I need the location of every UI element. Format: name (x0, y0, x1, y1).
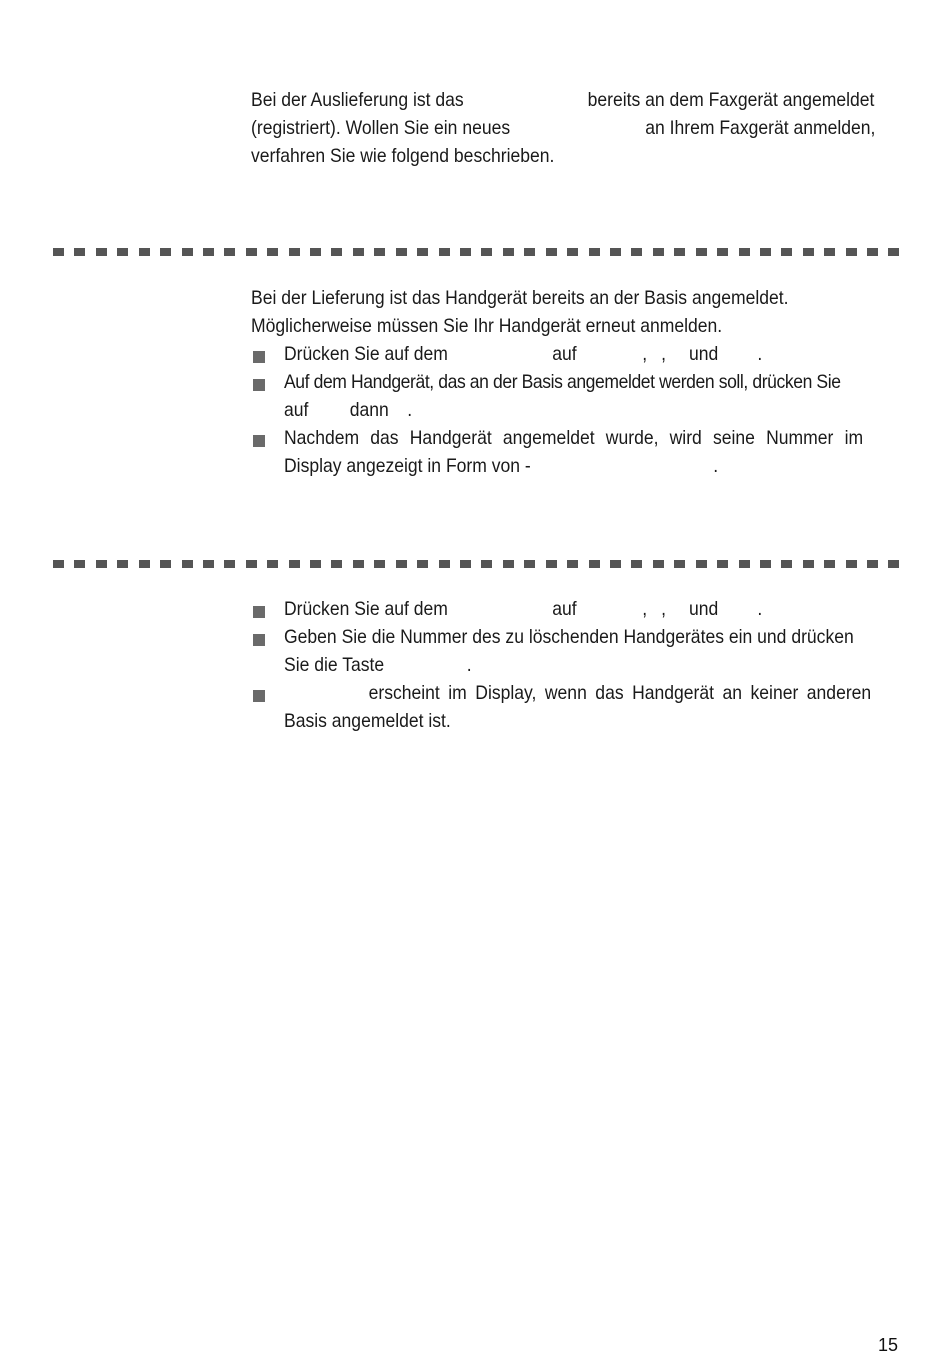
section1-paragraph (251, 284, 899, 340)
intro-line2-part-a: (registriert). Wollen Sie ein neues (251, 117, 511, 139)
bullet-text: und (689, 598, 719, 620)
section2-bullet-3 (284, 679, 932, 735)
bullet-icon (253, 634, 265, 646)
bullet-text: Display angezeigt in Form von - (284, 455, 531, 477)
section1-para-line-2 (251, 312, 899, 340)
intro-line2-part-b: an Ihrem Faxgerät anmelden, (645, 117, 876, 139)
section1-para-text-1: Bei der Lieferung ist das Handgerät bereits an der Basis angemeldet. (251, 287, 789, 309)
intro-line1-part-b: bereits an dem Faxgerät angemeldet (587, 89, 875, 111)
bullet-text: . (407, 399, 413, 421)
page-number: 15 (878, 1335, 899, 1355)
bullet-text: . (713, 455, 719, 477)
section-divider-2 (53, 560, 900, 568)
bullet-text: Sie die Taste (284, 654, 385, 676)
bullet-icon (253, 690, 265, 702)
bullet-text: , (642, 343, 648, 365)
bullet-text: . (466, 654, 472, 676)
bullet-icon (253, 435, 265, 447)
bullet-text: auf (284, 399, 309, 421)
bullet-text: auf (552, 598, 577, 620)
bullet-text: , (661, 598, 666, 620)
bullet-text: Nachdem das Handgerät angemeldet wurde, wird seine Nummer im (284, 427, 864, 449)
section1-para-line-1 (251, 284, 899, 312)
section1-para-text-2: Möglicherweise müssen Sie Ihr Handgerät erneut anmelden. (251, 315, 723, 337)
section1-bullet-1 (284, 340, 932, 368)
intro-paragraph (251, 86, 899, 170)
bullet-text: und (689, 343, 719, 365)
intro-line-1 (251, 86, 899, 114)
bullet-text: , (642, 598, 648, 620)
bullet-text: Geben Sie die Nummer des zu löschenden Handgerätes ein und drücken (284, 626, 854, 648)
bullet-text: . (757, 598, 763, 620)
bullet-text: Auf dem Handgerät, das an der Basis angemeldet werden soll, drücken Sie (284, 371, 841, 393)
bullet-icon (253, 606, 265, 618)
section1-bullet-3 (284, 424, 932, 480)
bullet-text: , (661, 343, 666, 365)
intro-line-2 (251, 114, 899, 142)
intro-line-3 (251, 142, 899, 170)
bullet-icon (253, 379, 265, 391)
section1-bullet-2 (284, 368, 932, 424)
bullet-text: . (757, 343, 763, 365)
section-divider-1 (53, 248, 900, 256)
bullet-text: erscheint im Display, wenn das Handgerät an keiner anderen (368, 682, 872, 704)
bullet-text: Drücken Sie auf dem (284, 598, 448, 620)
section2-bullet-1 (284, 595, 932, 623)
intro-line1-part-a: Bei der Auslieferung ist das (251, 89, 464, 111)
bullet-text: dann (349, 399, 389, 421)
bullet-text: Drücken Sie auf dem (284, 343, 448, 365)
section2-bullet-2 (284, 623, 932, 679)
intro-line3: verfahren Sie wie folgend beschrieben. (251, 145, 555, 167)
bullet-icon (253, 351, 265, 363)
bullet-text: auf (552, 343, 577, 365)
bullet-text: Basis angemeldet ist. (284, 710, 451, 732)
